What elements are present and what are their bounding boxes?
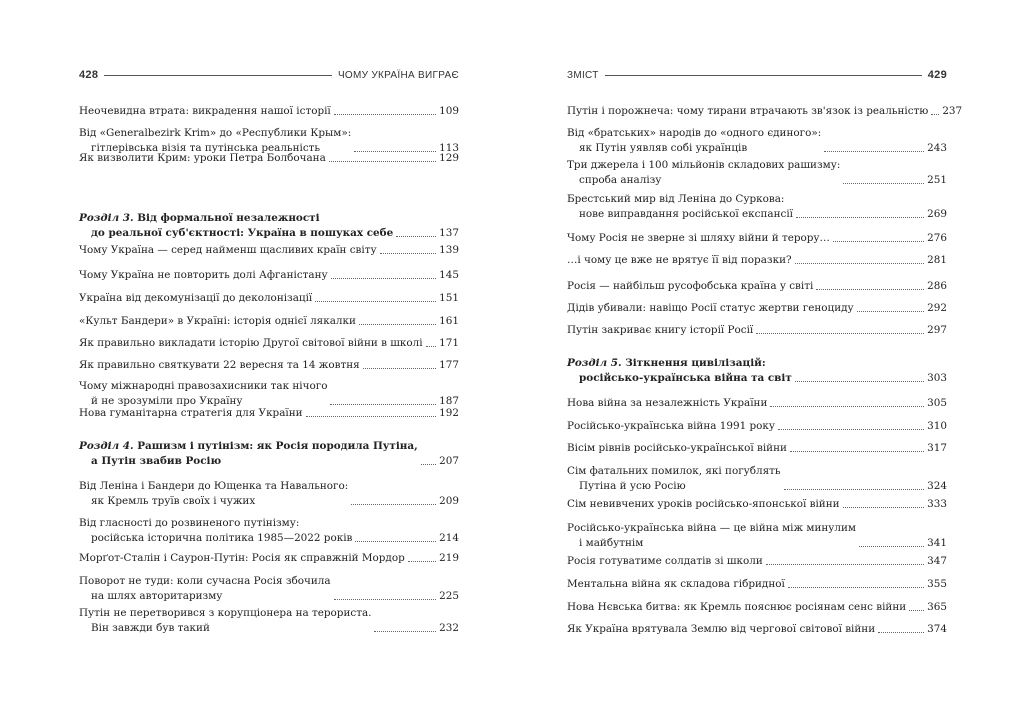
toc-page-number: 109	[439, 105, 459, 117]
toc-entry-line: на шлях авторитаризму	[91, 590, 223, 602]
toc-entry-line: і майбутнім	[579, 537, 644, 549]
dot-leader	[931, 114, 939, 115]
toc-entry-line: Україна від декомунізації до деколонізації	[79, 292, 313, 304]
toc-page-number: 139	[439, 244, 459, 256]
toc-entry	[79, 606, 459, 636]
toc-page-number: 286	[927, 280, 947, 292]
toc-entry-text	[567, 323, 753, 338]
toc-entry-text	[567, 301, 854, 316]
dot-leader	[770, 406, 924, 407]
toc-entry-line: Від «братських» народів до «одного єдиного»:	[567, 127, 822, 139]
toc-entry-text	[79, 358, 360, 373]
chapter-title: Рашизм і путінізм: як Росія породила Путіна,	[137, 440, 418, 452]
toc-page-number: 251	[927, 174, 947, 186]
dot-leader	[355, 541, 436, 542]
dot-leader	[909, 610, 924, 611]
toc-entry-text	[567, 396, 767, 411]
toc-entry-line: Від гласності до розвиненого путінізму:	[79, 517, 300, 529]
toc-entry	[79, 314, 459, 329]
toc-entry-line: до реальної суб'єктності: Україна в пошуках себе	[91, 227, 394, 239]
toc-entry-text	[567, 192, 793, 222]
toc-entry-line: Путін не перетворився з корупціонера на терориста.	[79, 607, 372, 619]
toc-entry-line: Чому Україна не повторить долі Афганістану	[79, 269, 328, 281]
toc-page-number: 297	[927, 324, 947, 336]
toc-entry-text	[79, 211, 393, 241]
dot-leader	[331, 278, 437, 279]
running-title: ЧОМУ УКРАЇНА ВИГРАЄ	[337, 69, 459, 81]
toc-entry-line: Нова Нєвська битва: як Кремль пояснює росіянам сенс війни	[567, 601, 907, 613]
dot-leader	[833, 241, 924, 242]
toc-entry-text	[79, 243, 377, 258]
toc-entry-line: Вісім рівнів російсько-української війни	[567, 442, 787, 454]
toc-entry-line: Путін і порожнеча: чому тирани втрачають зв'язок із реальністю	[567, 105, 929, 117]
toc-entry-line: Чому Україна — серед найменш щасливих країн світу	[79, 244, 377, 256]
toc-chapter	[567, 356, 947, 386]
toc-entry	[79, 479, 459, 509]
running-header	[79, 68, 459, 82]
chapter-title: Від формальної незалежності	[137, 212, 320, 224]
toc-entry-line: Морґот-Сталін і Саурон-Путін: Росія як справжній Мордор	[79, 552, 405, 564]
toc-entry-text	[567, 554, 763, 569]
toc-entry-line: Чому Росія не зверне зі шляху війни й терору…	[567, 232, 830, 244]
toc-entry-text	[79, 516, 352, 546]
dot-leader	[421, 464, 436, 465]
toc-entry-line: Він завжди був такий	[91, 622, 210, 634]
toc-entry-line: Путіна й усю Росію	[579, 480, 686, 492]
toc-entry-line: Російсько-українська війна — це війна між минулим	[567, 522, 857, 534]
toc-entry-line: Російсько-українська війна 1991 року	[567, 420, 776, 432]
toc-entry-text	[79, 379, 327, 409]
toc-page-number: 151	[439, 292, 459, 304]
toc-entry	[79, 551, 459, 566]
toc-entry	[79, 291, 459, 306]
toc-entry	[567, 231, 947, 246]
toc-entry-line: Росія готуватиме солдатів зі школи	[567, 555, 763, 567]
toc-page-number: 347	[927, 555, 947, 567]
toc-entry	[567, 253, 947, 268]
toc-page-number: 177	[439, 359, 459, 371]
toc-entry-line: …і чому це вже не врятує її від поразки?	[567, 254, 792, 266]
toc-entry-text	[567, 419, 775, 434]
toc-entry-text	[79, 406, 303, 421]
dot-leader	[380, 253, 437, 254]
toc-entry-line: Путін закриває книгу історії Росії	[567, 324, 754, 336]
dot-leader	[329, 161, 436, 162]
toc-entry-text	[79, 336, 423, 351]
dot-leader	[374, 631, 436, 632]
toc-page-number: 219	[439, 552, 459, 564]
toc-page-number: 276	[927, 232, 947, 244]
dot-leader	[859, 546, 924, 547]
toc-entry	[79, 268, 459, 283]
toc-entry-text	[567, 521, 856, 551]
toc-entry	[567, 192, 947, 222]
dot-leader	[766, 564, 924, 565]
dot-leader	[396, 236, 436, 237]
toc-entry	[79, 379, 459, 409]
dot-leader	[788, 587, 924, 588]
toc-entry	[567, 622, 947, 637]
toc-page-number: 243	[927, 142, 947, 154]
page-number: 428	[79, 69, 99, 81]
dot-leader	[363, 368, 436, 369]
dot-leader	[778, 429, 924, 430]
chapter-title: Зіткнення цивілізацій:	[625, 357, 766, 369]
toc-entry-text	[79, 291, 312, 306]
toc-entry-text	[567, 279, 813, 294]
toc-entry-line: й не зрозуміли про Україну	[91, 395, 243, 407]
toc-page-number: 207	[439, 455, 459, 467]
toc-entry	[567, 497, 947, 512]
dot-leader	[756, 333, 924, 334]
toc-entry-line: російсько-українська війна та світ	[579, 372, 792, 384]
dot-leader	[334, 114, 436, 115]
toc-chapter	[79, 439, 459, 469]
toc-entry-line: Нова гуманітарна стратегія для України	[79, 407, 303, 419]
toc-entry-text	[567, 497, 840, 512]
dot-leader	[334, 599, 437, 600]
dot-leader	[330, 404, 436, 405]
toc-entry	[567, 158, 947, 188]
toc-page-number: 145	[439, 269, 459, 281]
toc-entry-line: нове виправдання російської експансії	[579, 208, 793, 220]
toc-entry-line	[567, 356, 792, 371]
toc-entry-text	[79, 574, 331, 604]
toc-page-number: 161	[439, 315, 459, 327]
toc-page-number: 187	[439, 395, 459, 407]
toc-entry	[567, 419, 947, 434]
toc-entry	[567, 577, 947, 592]
toc-entry	[567, 323, 947, 338]
toc-entry-line: спроба аналізу	[579, 174, 662, 186]
dot-leader	[857, 311, 924, 312]
toc-page-number: 365	[927, 601, 947, 613]
toc-page-number: 303	[927, 372, 947, 384]
header-rule	[104, 75, 332, 76]
toc-chapter	[79, 211, 459, 241]
dot-leader	[816, 289, 924, 290]
toc-entry-line	[79, 439, 418, 454]
toc-page-number: 305	[927, 397, 947, 409]
chapter-label: Розділ 5.	[567, 357, 626, 369]
running-header	[567, 68, 947, 82]
dot-leader	[790, 451, 924, 452]
toc-entry	[567, 521, 947, 551]
toc-page-number: 317	[927, 442, 947, 454]
toc-entry	[567, 464, 947, 494]
toc-entry	[79, 336, 459, 351]
chapter-label: Розділ 3.	[79, 212, 138, 224]
toc-entry	[567, 441, 947, 456]
toc-entry-line: Брестський мир від Леніна до Суркова:	[567, 193, 785, 205]
toc-entry-line: Дідів убивали: навіщо Росії статус жертви геноциду	[567, 302, 854, 314]
toc-entry-text	[79, 479, 348, 509]
toc-entry-text	[79, 151, 326, 166]
dot-leader	[306, 416, 437, 417]
toc-page-number: 232	[439, 622, 459, 634]
toc-entry-line: гітлерівська візія та путінська реальність	[91, 142, 321, 154]
toc-entry-line: Неочевидна втрата: викрадення нашої історії	[79, 105, 331, 117]
toc-entry-line: Як правильно викладати історію Другої світової війни в школі	[79, 337, 423, 349]
toc-entry-line: Чому міжнародні правозахисники так нічого	[79, 380, 328, 392]
page-number: 429	[927, 69, 947, 81]
dot-leader	[795, 381, 924, 382]
toc-page-number: 355	[927, 578, 947, 590]
toc-entry-text	[79, 551, 405, 566]
dot-leader	[878, 632, 924, 633]
toc-entry-line: Сім фатальних помилок, які погублять	[567, 465, 781, 477]
header-rule	[605, 75, 922, 76]
toc-page-number: 171	[439, 337, 459, 349]
dot-leader	[796, 217, 924, 218]
toc-page-number: 137	[439, 227, 459, 239]
toc-entry-line: Як правильно святкувати 22 вересня та 14 жовтня	[79, 359, 360, 371]
toc-page-number: 192	[439, 407, 459, 419]
dot-leader	[351, 504, 436, 505]
dot-leader	[843, 507, 925, 508]
toc-entry	[567, 104, 963, 119]
toc-entry	[79, 358, 459, 373]
toc-page-number: 113	[439, 142, 459, 154]
toc-entry-text	[567, 253, 792, 268]
toc-entry	[567, 301, 947, 316]
toc-entry-line: Від «Generalbezirk Krim» до «Республики Крым»:	[79, 127, 352, 139]
toc-entry-line: «Культ Бандери» в Україні: історія однієї лякалки	[79, 315, 356, 327]
toc-entry-text	[567, 158, 840, 188]
toc-page-number: 237	[942, 105, 963, 117]
toc-entry-line: Від Леніна і Бандери до Ющенка та Навального:	[79, 480, 349, 492]
toc-entry-text	[79, 439, 418, 469]
dot-leader	[408, 561, 436, 562]
dot-leader	[824, 151, 924, 152]
toc-page-number: 333	[927, 498, 947, 510]
toc-entry-text	[567, 600, 906, 615]
toc-entry	[567, 554, 947, 569]
toc-page-number: 341	[927, 537, 947, 549]
toc-page-number: 374	[927, 623, 947, 635]
toc-entry	[79, 151, 459, 166]
toc-entry	[79, 516, 459, 546]
dot-leader	[315, 301, 436, 302]
toc-entry	[567, 396, 947, 411]
toc-entry-line: а Путін звабив Росію	[91, 455, 222, 467]
toc-entry-line: Нова війна за незалежність України	[567, 397, 768, 409]
toc-entry-line: Сім невивчених уроків російсько-японської війни	[567, 498, 840, 510]
toc-page-number: 310	[927, 420, 947, 432]
toc-entry-text	[79, 606, 371, 636]
toc-entry-line: Ментальна війна як складова гібридної	[567, 578, 785, 590]
toc-entry	[567, 126, 947, 156]
toc-entry-text	[567, 231, 830, 246]
dot-leader	[843, 183, 924, 184]
toc-page-number: 214	[439, 532, 459, 544]
toc-entry	[567, 600, 947, 615]
dot-leader	[426, 346, 437, 347]
toc-entry-text	[567, 356, 792, 386]
dot-leader	[359, 324, 436, 325]
toc-entry-line: Як визволити Крим: уроки Петра Болбочана	[79, 152, 326, 164]
dot-leader	[784, 489, 925, 490]
toc-entry	[79, 574, 459, 604]
toc-entry-text	[567, 622, 875, 637]
toc-entry-line	[79, 211, 393, 226]
toc-entry-text	[567, 104, 928, 119]
toc-page-number: 324	[927, 480, 947, 492]
toc-entry-text	[567, 126, 821, 156]
dot-leader	[795, 263, 925, 264]
toc-entry-text	[567, 441, 787, 456]
toc-page-number: 292	[927, 302, 947, 314]
toc-entry	[79, 406, 459, 421]
toc-page-number: 281	[927, 254, 947, 266]
toc-entry-text	[79, 314, 356, 329]
toc-entry-text	[567, 464, 781, 494]
toc-entry	[567, 279, 947, 294]
toc-entry-line: як Путін уявляв собі українців	[579, 142, 748, 154]
toc-entry-line: російська історична політика 1985—2022 років	[91, 532, 353, 544]
toc-page-number: 225	[439, 590, 459, 602]
toc-entry-text	[79, 268, 328, 283]
toc-entry-line: як Кремль труїв своїх і чужих	[91, 495, 256, 507]
toc-entry-text	[567, 577, 785, 592]
running-title: ЗМІСТ	[567, 69, 599, 81]
toc-entry-line: Як Україна врятувала Землю від чергової світової війни	[567, 623, 876, 635]
toc-entry	[79, 243, 459, 258]
toc-entry-line: Росія — найбільш русофобська країна у світі	[567, 280, 814, 292]
toc-entry-text	[79, 104, 331, 119]
toc-page-number: 129	[439, 152, 459, 164]
toc-entry-line: Поворот не туди: коли сучасна Росія збочила	[79, 575, 331, 587]
toc-entry	[79, 104, 459, 119]
toc-page-number: 269	[927, 208, 947, 220]
chapter-label: Розділ 4.	[79, 440, 138, 452]
toc-page-number: 209	[439, 495, 459, 507]
toc-entry-line: Три джерела і 100 мільйонів складових рашизму:	[567, 159, 841, 171]
